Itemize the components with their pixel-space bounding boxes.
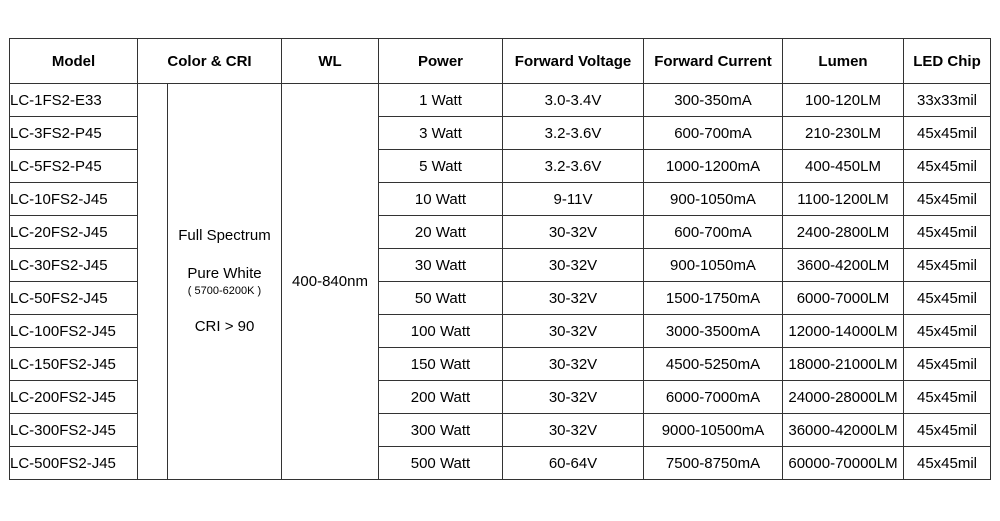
header-wl: WL	[282, 39, 379, 84]
forward-voltage-cell: 30-32V	[503, 381, 644, 414]
forward-current-cell: 600-700mA	[644, 117, 783, 150]
power-cell: 500 Watt	[379, 447, 503, 480]
lumen-cell: 18000-21000LM	[783, 348, 904, 381]
header-color-cri: Color & CRI	[138, 39, 282, 84]
model-cell: LC-200FS2-J45	[10, 381, 138, 414]
forward-current-cell: 1000-1200mA	[644, 150, 783, 183]
header-model: Model	[10, 39, 138, 84]
wavelength-cell: 400-840nm	[282, 84, 379, 480]
lumen-cell: 12000-14000LM	[783, 315, 904, 348]
header-led-chip: LED Chip	[904, 39, 991, 84]
forward-current-cell: 300-350mA	[644, 84, 783, 117]
forward-voltage-cell: 30-32V	[503, 282, 644, 315]
forward-current-cell: 4500-5250mA	[644, 348, 783, 381]
power-cell: 50 Watt	[379, 282, 503, 315]
lumen-cell: 100-120LM	[783, 84, 904, 117]
header-row	[10, 39, 991, 84]
led-chip-cell: 45x45mil	[904, 117, 991, 150]
lumen-cell: 24000-28000LM	[783, 381, 904, 414]
power-cell: 30 Watt	[379, 249, 503, 282]
forward-voltage-cell: 30-32V	[503, 249, 644, 282]
forward-current-cell: 6000-7000mA	[644, 381, 783, 414]
forward-voltage-cell: 60-64V	[503, 447, 644, 480]
model-cell: LC-20FS2-J45	[10, 216, 138, 249]
forward-current-cell: 9000-10500mA	[644, 414, 783, 447]
color-temperature-label: ( 5700-6200K )	[187, 285, 262, 298]
led-chip-cell: 45x45mil	[904, 183, 991, 216]
forward-current-cell: 900-1050mA	[644, 249, 783, 282]
forward-voltage-cell: 30-32V	[503, 216, 644, 249]
forward-current-cell: 7500-8750mA	[644, 447, 783, 480]
power-cell: 1 Watt	[379, 84, 503, 117]
power-cell: 100 Watt	[379, 315, 503, 348]
lumen-cell: 60000-70000LM	[783, 447, 904, 480]
forward-current-cell: 1500-1750mA	[644, 282, 783, 315]
led-chip-cell: 45x45mil	[904, 282, 991, 315]
header-forward-current: Forward Current	[644, 39, 783, 84]
header-lumen: Lumen	[783, 39, 904, 84]
forward-voltage-cell: 3.2-3.6V	[503, 150, 644, 183]
led-chip-cell: 45x45mil	[904, 150, 991, 183]
led-chip-cell: 45x45mil	[904, 447, 991, 480]
header-forward-voltage: Forward Voltage	[503, 39, 644, 84]
forward-current-cell: 3000-3500mA	[644, 315, 783, 348]
power-cell: 20 Watt	[379, 216, 503, 249]
model-cell: LC-5FS2-P45	[10, 150, 138, 183]
led-chip-cell: 45x45mil	[904, 381, 991, 414]
model-cell: LC-300FS2-J45	[10, 414, 138, 447]
lumen-cell: 36000-42000LM	[783, 414, 904, 447]
lumen-cell: 6000-7000LM	[783, 282, 904, 315]
lumen-cell: 1100-1200LM	[783, 183, 904, 216]
forward-voltage-cell: 3.2-3.6V	[503, 117, 644, 150]
power-cell: 200 Watt	[379, 381, 503, 414]
model-cell: LC-500FS2-J45	[10, 447, 138, 480]
forward-voltage-cell: 3.0-3.4V	[503, 84, 644, 117]
power-cell: 150 Watt	[379, 348, 503, 381]
model-cell: LC-50FS2-J45	[10, 282, 138, 315]
color-cri-cell	[168, 84, 282, 480]
model-cell: LC-3FS2-P45	[10, 117, 138, 150]
forward-voltage-cell: 30-32V	[503, 348, 644, 381]
lumen-cell: 3600-4200LM	[783, 249, 904, 282]
power-cell: 10 Watt	[379, 183, 503, 216]
full-spectrum-label: Full Spectrum	[178, 226, 271, 244]
lumen-cell: 400-450LM	[783, 150, 904, 183]
model-cell: LC-10FS2-J45	[10, 183, 138, 216]
lumen-cell: 210-230LM	[783, 117, 904, 150]
power-cell: 3 Watt	[379, 117, 503, 150]
power-cell: 5 Watt	[379, 150, 503, 183]
led-chip-cell: 45x45mil	[904, 348, 991, 381]
forward-current-cell: 900-1050mA	[644, 183, 783, 216]
pure-white-label: Pure White	[187, 264, 262, 282]
led-chip-cell: 45x45mil	[904, 315, 991, 348]
model-cell: LC-30FS2-J45	[10, 249, 138, 282]
forward-voltage-cell: 9-11V	[503, 183, 644, 216]
led-chip-cell: 33x33mil	[904, 84, 991, 117]
header-power: Power	[379, 39, 503, 84]
spec-table	[9, 38, 991, 480]
led-chip-cell: 45x45mil	[904, 216, 991, 249]
model-cell: LC-100FS2-J45	[10, 315, 138, 348]
model-cell: LC-1FS2-E33	[10, 84, 138, 117]
forward-voltage-cell: 30-32V	[503, 315, 644, 348]
table-body	[10, 84, 991, 480]
model-cell: LC-150FS2-J45	[10, 348, 138, 381]
power-cell: 300 Watt	[379, 414, 503, 447]
cri-label: CRI > 90	[194, 318, 255, 336]
forward-current-cell: 600-700mA	[644, 216, 783, 249]
forward-voltage-cell: 30-32V	[503, 414, 644, 447]
color-cri-spacer-cell	[138, 84, 168, 480]
led-chip-cell: 45x45mil	[904, 249, 991, 282]
led-chip-cell: 45x45mil	[904, 414, 991, 447]
lumen-cell: 2400-2800LM	[783, 216, 904, 249]
table-row	[10, 84, 991, 117]
